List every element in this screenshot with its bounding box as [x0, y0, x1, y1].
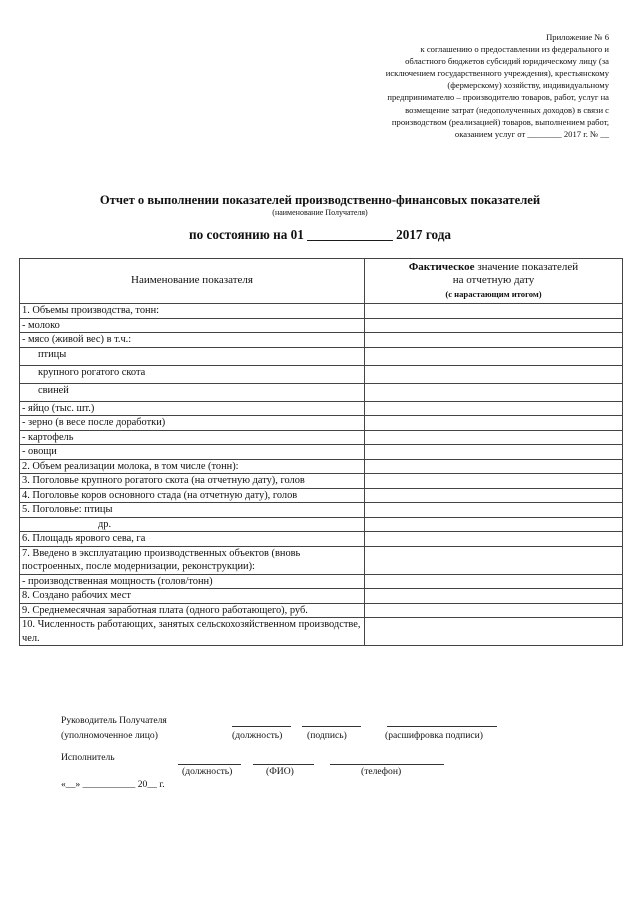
table-row	[20, 488, 623, 503]
table-row	[20, 401, 623, 416]
header-actual-bold: Фактическое	[408, 260, 475, 273]
head-decoding-caption: (расшифровка подписи)	[385, 730, 483, 741]
table-row	[20, 347, 623, 365]
row-label: 8. Создано рабочих мест	[20, 589, 365, 604]
head-position-line[interactable]	[232, 726, 291, 727]
value-cell[interactable]	[365, 347, 623, 365]
row-label: свиней	[20, 383, 365, 401]
value-cell[interactable]	[365, 333, 623, 348]
value-cell[interactable]	[365, 304, 623, 319]
row-label: - производственная мощность (голов/тонн)	[20, 574, 365, 589]
value-cell[interactable]	[365, 488, 623, 503]
table-row	[20, 416, 623, 431]
executor-phone-line[interactable]	[330, 764, 444, 765]
table-row	[20, 430, 623, 445]
table-row	[20, 603, 623, 618]
row-label: - зерно (в весе после доработки)	[20, 416, 365, 431]
table-row	[20, 503, 623, 518]
row-label: - картофель	[20, 430, 365, 445]
table-header-row	[20, 259, 623, 304]
date-line[interactable]: «__» ___________ 20__ г.	[61, 779, 165, 790]
table-row	[20, 546, 623, 574]
executor-position-line[interactable]	[178, 764, 241, 765]
value-cell[interactable]	[365, 603, 623, 618]
row-label: 1. Объемы производства, тонн:	[20, 304, 365, 319]
table-row	[20, 589, 623, 604]
row-label: 7. Введено в эксплуатацию производственных объектов (вновь построенных, после модернизации, реконструкции):	[20, 546, 365, 574]
value-cell[interactable]	[365, 401, 623, 416]
row-label: - молоко	[20, 318, 365, 333]
table-row	[20, 574, 623, 589]
table-row	[20, 459, 623, 474]
executor-fio-line[interactable]	[253, 764, 314, 765]
value-cell[interactable]	[365, 459, 623, 474]
appendix-line: исключением государственного учреждения), крестьянскому	[385, 68, 609, 79]
appendix-block	[309, 31, 609, 140]
value-cell[interactable]	[365, 517, 623, 532]
row-label: др.	[20, 517, 365, 532]
value-cell[interactable]	[365, 503, 623, 518]
header-indicator-label: Наименование показателя	[131, 274, 253, 287]
value-cell[interactable]	[365, 546, 623, 574]
table-row	[20, 517, 623, 532]
row-label: - мясо (живой вес) в т.ч.:	[20, 333, 365, 348]
row-label: 5. Поголовье: птицы	[20, 503, 365, 518]
table-row	[20, 365, 623, 383]
table-row	[20, 618, 623, 646]
appendix-line: возмещение затрат (недополученных доходов) в связи с	[405, 104, 609, 115]
row-label: 3. Поголовье крупного рогатого скота (на отчетную дату), голов	[20, 474, 365, 489]
table-row	[20, 383, 623, 401]
indicators-table	[19, 258, 623, 646]
row-label: 9. Среднемесячная заработная плата (одного работающего), руб.	[20, 603, 365, 618]
value-cell[interactable]	[365, 318, 623, 333]
header-actual-value	[365, 259, 623, 304]
value-cell[interactable]	[365, 574, 623, 589]
value-cell[interactable]	[365, 365, 623, 383]
table-row	[20, 474, 623, 489]
head-signature-line[interactable]	[302, 726, 361, 727]
appendix-line: оказанием услуг от ________ 2017 г. № __	[454, 128, 609, 139]
appendix-line: Приложение № 6	[546, 32, 609, 42]
appendix-line: областного бюджетов субсидий юридическому лицу (за	[405, 56, 609, 67]
appendix-line: производством (реализацией) товаров, выполнением работ,	[391, 116, 609, 127]
row-label: 10. Численность работающих, занятых сельскохозяйственном производстве, чел.	[20, 618, 365, 646]
head-authorized-caption: (уполномоченное лицо)	[61, 730, 158, 741]
header-cumulative-note: (с нарастающим итогом)	[445, 288, 542, 299]
row-label: птицы	[20, 347, 365, 365]
executor-phone-caption: (телефон)	[361, 766, 402, 777]
executor-position-caption: (должность)	[182, 766, 233, 777]
row-label: 6. Площадь ярового сева, га	[20, 532, 365, 547]
appendix-line: предпринимателю – производителю товаров, работ, услуг на	[387, 92, 609, 103]
header-indicator-name	[20, 259, 365, 304]
row-label: крупного рогатого скота	[20, 365, 365, 383]
table-row	[20, 333, 623, 348]
value-cell[interactable]	[365, 416, 623, 431]
appendix-line: (фермерскому) хозяйству, индивидуальному	[447, 80, 609, 91]
value-cell[interactable]	[365, 445, 623, 460]
value-cell[interactable]	[365, 532, 623, 547]
value-cell[interactable]	[365, 474, 623, 489]
head-decoding-line[interactable]	[387, 726, 497, 727]
report-title: Отчет о выполнении показателей производственно-финансовых показателей	[99, 193, 541, 207]
row-label: 4. Поголовье коров основного стада (на отчетную дату), голов	[20, 488, 365, 503]
row-label: - яйцо (тыс. шт.)	[20, 401, 365, 416]
value-cell[interactable]	[365, 618, 623, 646]
appendix-line: к соглашению о предоставлении из федерального и	[420, 44, 609, 55]
table-row	[20, 318, 623, 333]
value-cell[interactable]	[365, 383, 623, 401]
header-actual-line2: на отчетную дату	[452, 274, 535, 287]
report-date-line: по состоянию на 01 _____________ 2017 года	[189, 227, 451, 242]
row-label: 2. Объем реализации молока, в том числе (тонн):	[20, 459, 365, 474]
table-row	[20, 532, 623, 547]
executor-fio-caption: (ФИО)	[266, 766, 294, 777]
recipient-caption: (наименование Получателя)	[272, 208, 368, 217]
head-label: Руководитель Получателя	[61, 715, 167, 726]
value-cell[interactable]	[365, 430, 623, 445]
row-label: - овощи	[20, 445, 365, 460]
head-signature-caption: (подпись)	[307, 730, 347, 741]
header-actual-rest: значение показателей	[474, 260, 579, 273]
head-position-caption: (должность)	[232, 730, 283, 741]
table-row	[20, 445, 623, 460]
executor-label: Исполнитель	[61, 752, 115, 763]
value-cell[interactable]	[365, 589, 623, 604]
table-row	[20, 304, 623, 319]
